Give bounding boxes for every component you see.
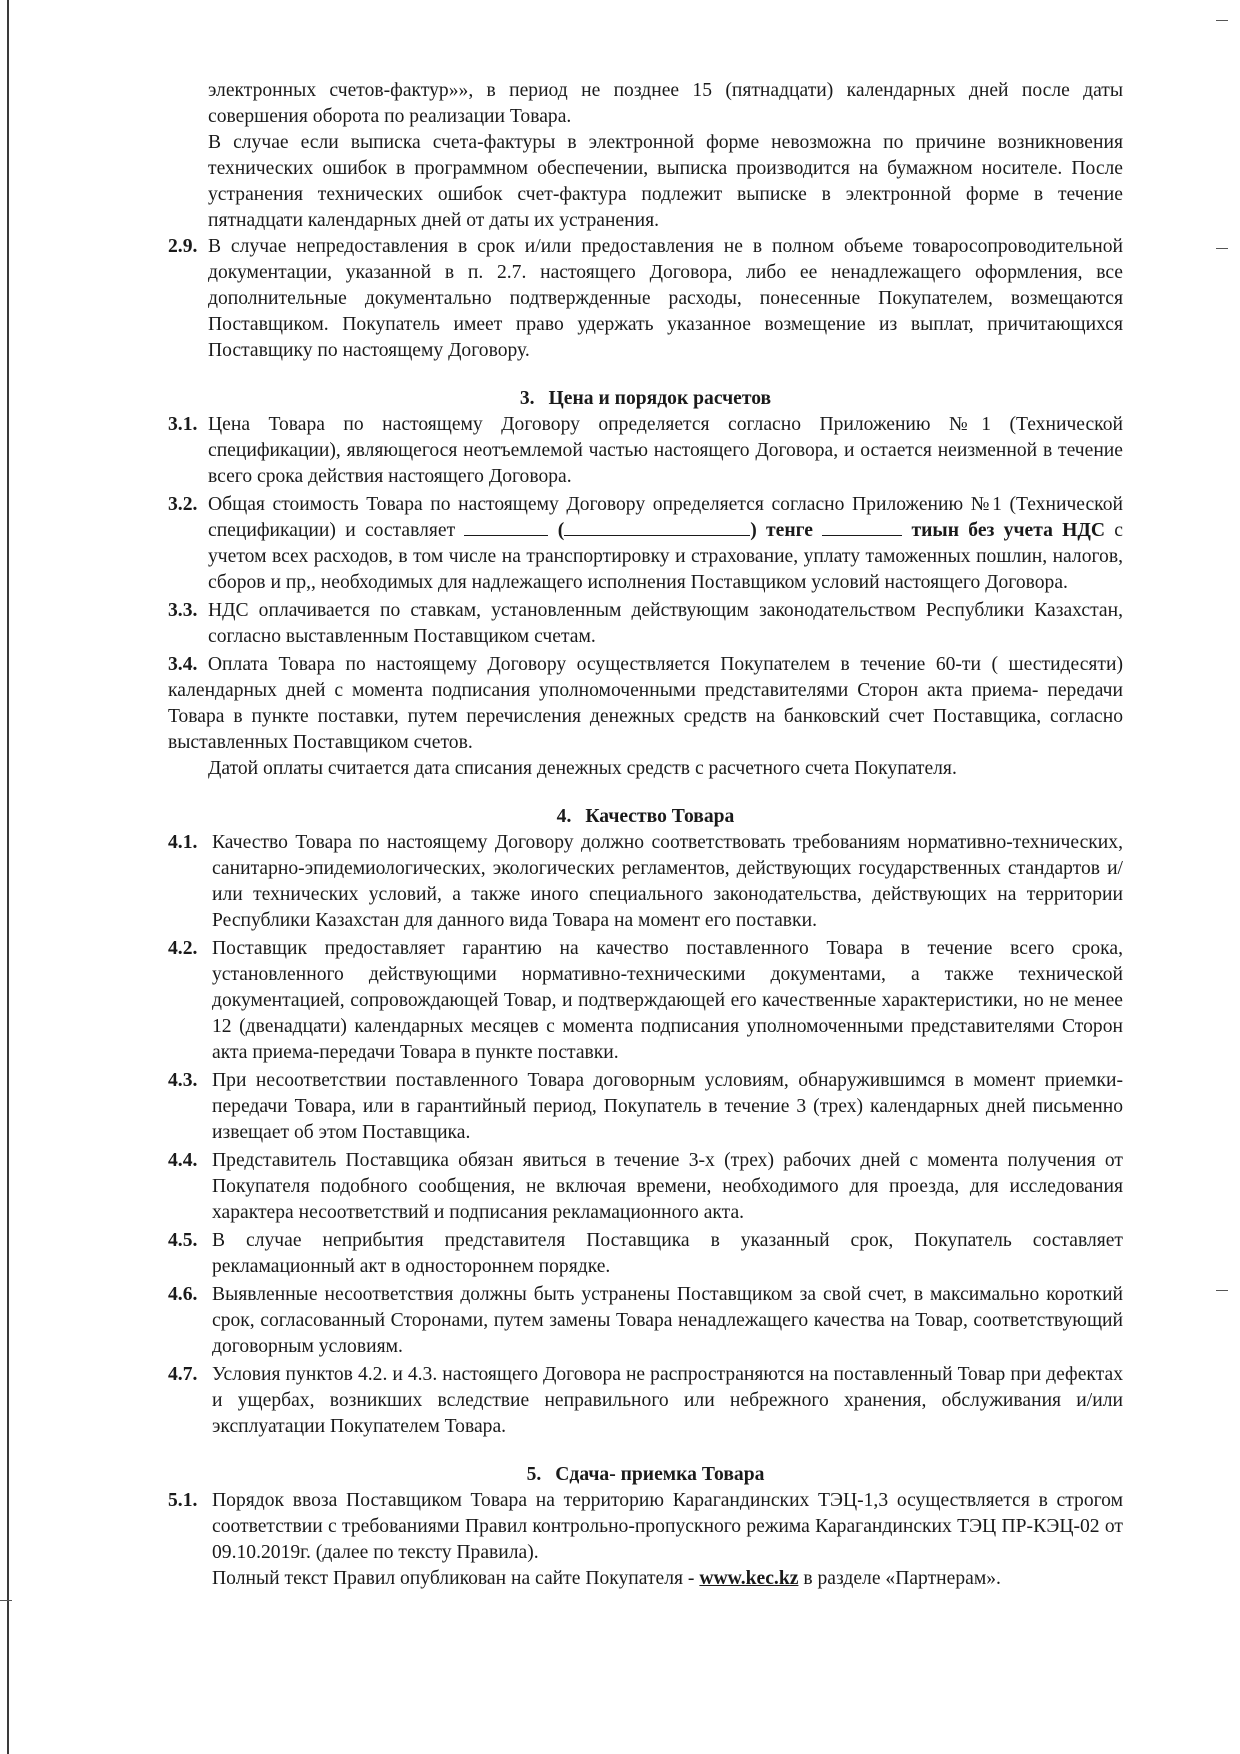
clause-4-4 <box>168 1148 1123 1226</box>
blank-amount-words-field <box>564 519 750 536</box>
clause-number: 3.1. <box>168 414 198 435</box>
scan-edge-mark <box>1216 1290 1228 1291</box>
clause-number: 4.1. <box>168 832 198 853</box>
clause-4-6 <box>168 1282 1123 1360</box>
scan-edge-mark <box>1216 20 1228 21</box>
clause-text: Порядок ввоза Поставщиком Товара на территорию Карагандинских ТЭЦ-1,3 осуществляется в строгом соответствии с требованиями Правил контрольно-пропускного режима Карагандинских ТЭЦ ПР-КЭЦ-02 от 09.10.2019г. (далее по тексту Правила). <box>212 1490 1123 1563</box>
clause-number: 3.2. <box>168 494 198 515</box>
clause-number: 4.4. <box>168 1150 198 1171</box>
clause-text: с учетом всех расходов, в том числе на транспортировку и страхование, уплату таможенных пошлин, налогов, сборов и пр,, необходимых для надлежащего исполнения Поставщиком условий настоящего Договора. <box>208 520 1123 593</box>
clause-text: НДС оплачивается по ставкам, установленным действующим законодательством Республики Казахстан, согласно выставленным Поставщиком счетам. <box>208 600 1123 647</box>
clause-4-2 <box>168 936 1123 1066</box>
clause-text: Условия пунктов 4.2. и 4.3. настоящего Договора не распространяются на поставленный Товар при дефектах и ущербах, возникших вследствие неправильного или небрежного хранения, обслуживания и/или эксплуатации Покупателем Товара. <box>212 1364 1123 1437</box>
clause-number: 5.1. <box>168 1490 198 1511</box>
intro-paragraph: В случае если выписка счета-фактуры в электронной форме невозможна по причине возникновения технических ошибок в программном обеспечении, выписка производится на бумажном носителе. После устранения технических ошибок счет-фактура подлежит выписке в электронной форме в течение пятнадцати календарных дней от даты их устранения. <box>208 132 1123 231</box>
clause-number: 4.5. <box>168 1230 198 1251</box>
clause-4-7 <box>168 1362 1123 1440</box>
clause-text: Цена Товара по настоящему Договору определяется согласно Приложению №1 (Технической спецификации), являющегося неотъемлемой частью настоящего Договора, и остается неизменной в течение всего срока действия настоящего Договора. <box>208 414 1123 487</box>
intro-paragraph: электронных счетов-фактур»», в период не позднее 15 (пятнадцати) календарных дней после даты совершения оборота по реализации Товара. <box>208 80 1123 127</box>
clause-text: Поставщик предоставляет гарантию на качество поставленного Товара в течение всего срока, установленного действующими нормативно-техническими документами, а также технической документацией, сопровождающей Товар, и подтверждающей его качественные характеристики, но не менее 12 (двенадцати) календарных месяцев с момента подписания уполномоченными представителями Сторон акта приема-передачи Товара в пункте поставки. <box>212 938 1123 1063</box>
clause-4-3 <box>168 1068 1123 1146</box>
section-number: 4. <box>556 806 572 827</box>
clause-5-1 <box>168 1488 1123 1592</box>
clause-number: 3.4. <box>168 654 198 675</box>
section-5-heading <box>168 1462 1123 1488</box>
clause-number: 4.6. <box>168 1284 198 1305</box>
clause-number: 4.7. <box>168 1364 198 1385</box>
section-title: Цена и порядок расчетов <box>548 388 772 409</box>
clause-text: Общая стоимость Товара по настоящему Договору определяется согласно Приложению №1 (Технической спецификации) и составляет <box>208 494 1123 541</box>
clause-text: Качество Товара по настоящему Договору должно соответствовать требованиям нормативно-технических, санитарно-эпидемиологических, экологических регламентов, действующих государственных стандартов и/или технических условий, а также иного специального законодательства, действующих на территории Республики Казахстан для данного вида Товара на момент его поставки. <box>212 832 1123 931</box>
clause-text: Оплата Товара по настоящему Договору осуществляется Покупателем в течение 60-ти ( шестидесяти) календарных дней с момента подписания уполномоченными представителями Сторон акта приема- передачи Товара в пункте поставки, путем перечисления денежных средств на банковский счет Поставщика, согласно выставленных Поставщиком счетов. <box>168 654 1123 753</box>
clause-3-2 <box>168 492 1123 596</box>
paren-open: ( <box>557 520 565 541</box>
section-title: Сдача- приемка Товара <box>555 1464 765 1485</box>
clause-3-4 <box>168 652 1123 756</box>
clause-text: При несоответствии поставленного Товара договорным условиям, обнаружившимся в момент приемки-передачи Товара, или в гарантийный период, Покупатель в течение 3 (трех) календарных дней письменно извещает об этом Поставщика. <box>212 1070 1123 1143</box>
clause-4-5 <box>168 1228 1123 1280</box>
scan-edge-mark <box>1216 248 1228 249</box>
clause-text: В случае непредоставления в срок и/или предоставления не в полном объеме товаросопроводительной документации, указанной в п. 2.7. настоящего Договора, либо ее ненадлежащего оформления, все дополнительные документально подтвержденные расходы, понесенные Покупателем, возмещаются Поставщиком. Покупатель имеет право удержать указанное возмещение из выплат, причитающихся Поставщику по настоящему Договору. <box>208 236 1123 361</box>
currency-label: ) тенге <box>750 520 813 541</box>
section-number: 5. <box>526 1464 542 1485</box>
payment-date-note: Датой оплаты считается дата списания денежных средств с расчетного счета Покупателя. <box>208 758 957 779</box>
clause-number: 2.9. <box>168 236 198 257</box>
clause-text: Полный текст Правил опубликован на сайте Покупателя - <box>212 1568 695 1589</box>
clause-number: 4.3. <box>168 1070 198 1091</box>
section-number: 3. <box>519 388 535 409</box>
clause-3-1 <box>168 412 1123 490</box>
clause-text: в разделе «Партнерам». <box>803 1568 1001 1589</box>
document-body <box>168 78 1123 1594</box>
blank-amount-field <box>464 519 548 536</box>
website-link[interactable]: www.kec.kz <box>699 1568 799 1589</box>
clause-2-9 <box>168 234 1123 364</box>
clause-number: 4.2. <box>168 938 198 959</box>
scan-edge-line <box>7 0 9 1754</box>
clause-text: В случае неприбытия представителя Поставщика в указанный срок, Покупатель составляет рекламационный акт в одностороннем порядке. <box>212 1230 1123 1277</box>
clause-number: 3.3. <box>168 600 198 621</box>
scan-edge-mark <box>0 1600 12 1601</box>
clause-text: Представитель Поставщика обязан явиться в течение 3-х (трех) рабочих дней с момента получения от Покупателя подобного сообщения, не включая времени, необходимого для проезда, для исследования характера несоответствий и подписания рекламационного акта. <box>212 1150 1123 1223</box>
vat-note: тиын без учета НДС <box>911 520 1105 541</box>
clause-4-1 <box>168 830 1123 934</box>
clause-3-3 <box>168 598 1123 650</box>
section-title: Качество Товара <box>585 806 735 827</box>
blank-tiyn-field <box>822 519 902 536</box>
section-4-heading <box>168 804 1123 830</box>
clause-text: Выявленные несоответствия должны быть устранены Поставщиком за свой счет, в максимально короткий срок, согласованный Сторонами, путем замены Товара ненадлежащего качества на Товар, соответствующий договорным условиям. <box>212 1284 1123 1357</box>
section-3-heading <box>168 386 1123 412</box>
